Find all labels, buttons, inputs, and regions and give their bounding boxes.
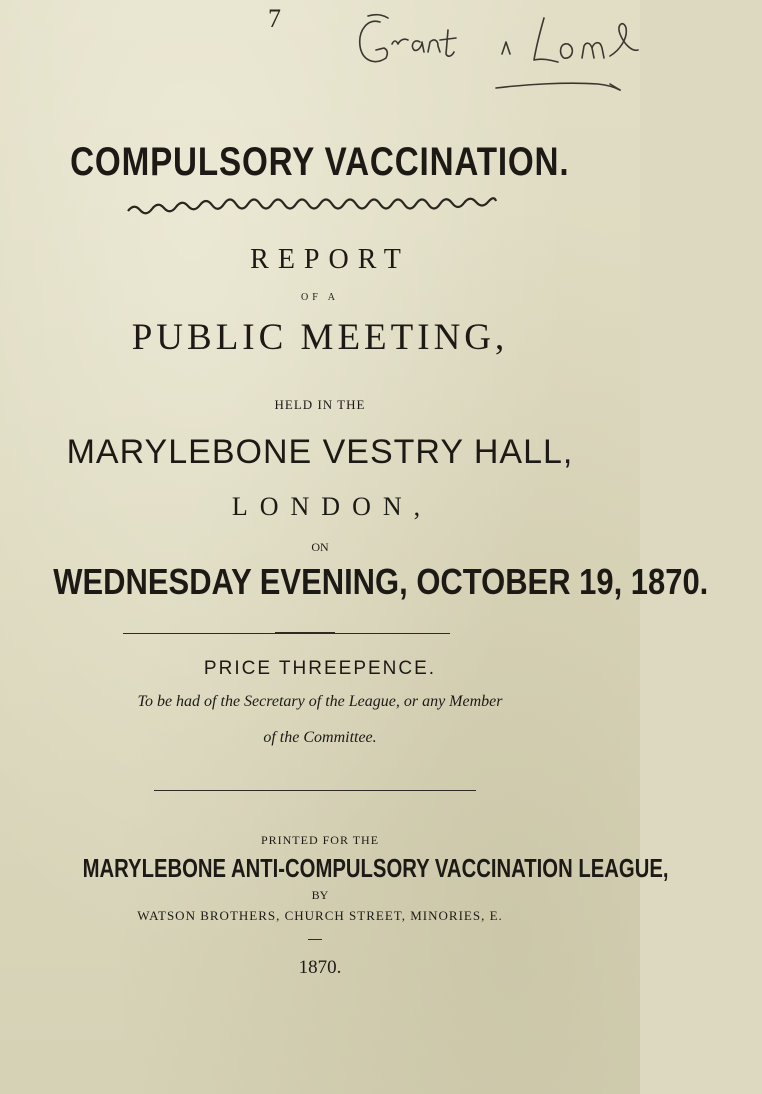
city-name: LONDON, bbox=[231, 492, 433, 521]
publisher-imprint: WATSON BROTHERS, CHURCH STREET, MINORIES, E. bbox=[137, 908, 503, 923]
on-text: ON bbox=[311, 540, 329, 554]
wavy-rule-ornament bbox=[128, 197, 496, 217]
of-a-text: OF A bbox=[301, 292, 339, 303]
meeting-date: WEDNESDAY EVENING, OCTOBER 19, 1870. bbox=[53, 561, 709, 602]
league-name: MARYLEBONE ANTI-COMPULSORY VACCINATION LEAGUE, bbox=[82, 853, 669, 883]
by-text: BY bbox=[311, 888, 329, 902]
availability-line-1: To be had of the Secretary of the League, or any Member bbox=[137, 693, 503, 710]
public-meeting-heading: PUBLIC MEETING, bbox=[131, 317, 509, 358]
section-divider-thick bbox=[275, 632, 335, 634]
publication-year: 1870. bbox=[298, 957, 342, 978]
imprint-divider bbox=[154, 790, 476, 791]
page-number-mark: 7 bbox=[268, 4, 281, 33]
printed-for-text: PRINTED FOR THE bbox=[260, 833, 380, 847]
handwritten-annotation bbox=[328, 4, 640, 90]
price-text: PRICE THREEPENCE. bbox=[203, 658, 437, 679]
availability-line-2: of the Committee. bbox=[263, 729, 377, 746]
held-in-text: HELD IN THE bbox=[274, 397, 366, 412]
report-heading: REPORT bbox=[250, 244, 410, 275]
main-title: COMPULSORY VACCINATION. bbox=[70, 140, 570, 184]
venue-name: MARYLEBONE VESTRY HALL, bbox=[66, 433, 574, 471]
short-divider bbox=[308, 939, 322, 940]
